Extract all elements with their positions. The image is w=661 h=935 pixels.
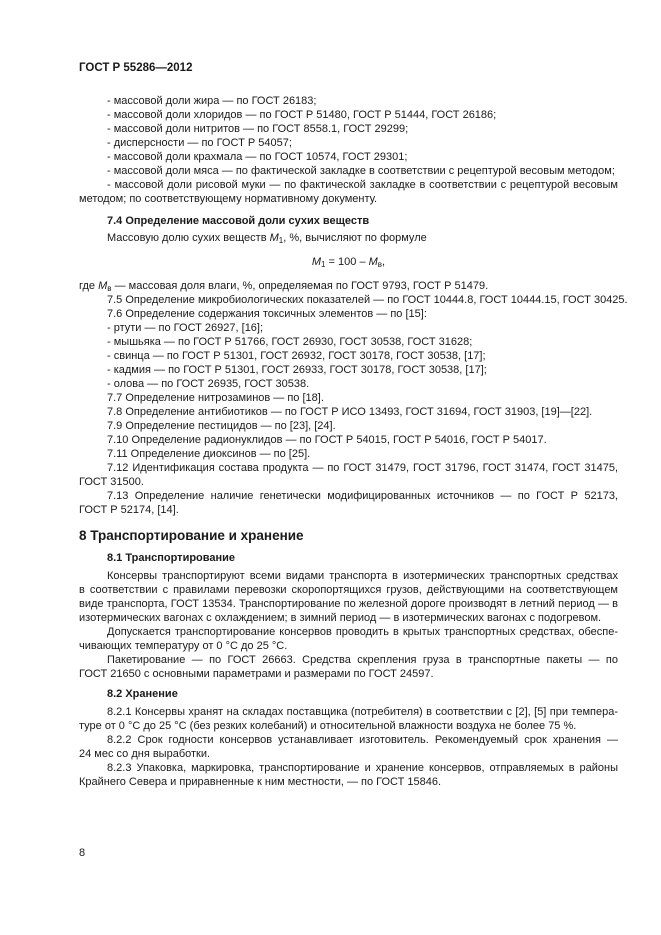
list-item: - массовой доли крахмала — по ГОСТ 10574, ГОСТ 29301;: [107, 151, 408, 163]
document-header: ГОСТ Р 55286—2012: [79, 62, 193, 74]
paragraph-line: виде транспорта, ГОСТ 13534. Транспортирование по железной дороге производят в летний период — в: [79, 598, 618, 610]
paragraph-line: 8.2.2 Срок годности консервов устанавливает изготовитель. Рекомендуемый срок хранения —: [107, 734, 618, 746]
list-item: - массовой доли хлоридов — по ГОСТ Р 51480, ГОСТ Р 51444, ГОСТ 26186;: [107, 109, 497, 121]
paragraph-7-12-cont: ГОСТ 31500.: [79, 476, 144, 488]
list-item: 7.10 Определение радионуклидов — по ГОСТ Р 54015, ГОСТ Р 54016, ГОСТ Р 54017.: [107, 434, 547, 446]
section-7-4-title: 7.4 Определение массовой доли сухих веществ: [107, 215, 370, 227]
paragraph-line: 8.2.1 Консервы хранят на складах поставщика (потребителя) в соответствии с [2], [5] при темпера-: [107, 706, 618, 718]
paragraph-line: ГОСТ 21650 с основными параметрами и размерами по ГОСТ 24597.: [79, 668, 434, 680]
list-item: 7.6 Определение содержания токсичных элементов — по [15]:: [107, 308, 427, 320]
page-number: 8: [79, 847, 86, 859]
formula: $M_1 = 100 - M_в$,: [311, 256, 386, 269]
paragraph-line: 24 мес со дня выработки.: [79, 748, 211, 760]
formula-legend: где $M_в$ — массовая доля влаги, %, определяемая по ГОСТ 9793, ГОСТ Р 51479.: [79, 280, 489, 293]
paragraph-line: Крайнего Севера и приравненные к ним местности, — по ГОСТ 15846.: [79, 776, 442, 788]
paragraph-7-12: 7.12 Идентификация состава продукта — по ГОСТ 31479, ГОСТ 31796, ГОСТ 31474, ГОСТ 31475,: [107, 462, 618, 474]
list-item: 7.9 Определение пестицидов — по [23], [24].: [107, 420, 336, 432]
list-item: - кадмия — по ГОСТ Р 51301, ГОСТ 26933, ГОСТ 30178, ГОСТ 30538, [17];: [107, 364, 487, 376]
list-item: - массовой доли нитритов — по ГОСТ 8558.1, ГОСТ 29299;: [107, 123, 409, 135]
paragraph-line: чивающих температуру от 0 °С до 25 °С.: [79, 640, 288, 652]
paragraph-7-13-cont: ГОСТ Р 52174, [14].: [79, 504, 179, 516]
section-8-1-title: 8.1 Транспортирование: [107, 552, 236, 564]
paragraph-line: туре от 0 °С до 25 °С (без резких колебаний) и относительной влажности воздуха не более 75 %.: [79, 720, 577, 732]
paragraph-line: изотермических вагонах с охлаждением; в зимний период — в изотермических вагонах с подогревом.: [79, 612, 602, 624]
list-item: - мышьяка — по ГОСТ Р 51766, ГОСТ 26930, ГОСТ 30538, ГОСТ 31628;: [107, 336, 473, 348]
list-item: 7.7 Определение нитрозаминов — по [18].: [107, 392, 324, 404]
list-item: - массовой доли мяса — по фактической закладке в соответствии с рецептурой весовым методом;: [107, 165, 615, 177]
paragraph-line: Допускается транспортирование консервов проводить в крытых транспортных средствах, обеспе-: [107, 626, 618, 638]
paragraph-line: 8.2.3 Упаковка, маркировка, транспортирование и хранение консервов, отправляемых в районы: [107, 762, 618, 774]
list-item-continuation: методом; по соответствующему нормативному документу.: [79, 193, 378, 205]
paragraph-7-13: 7.13 Определение наличие генетически модифицированных источников — по ГОСТ Р 52173,: [107, 490, 618, 502]
section-8-2-title: 8.2 Хранение: [107, 688, 178, 700]
list-item: - ртути — по ГОСТ 26927, [16];: [107, 322, 264, 334]
paragraph-line: Пакетирование — по ГОСТ 26663. Средства скрепления груза в транспортные пакеты — по: [107, 654, 618, 666]
list-item: 7.11 Определение диоксинов — по [25].: [107, 448, 311, 460]
list-item: - массовой доли рисовой муки — по фактической закладке в соответствии с рецептурой весовым: [107, 179, 618, 191]
list-item: - массовой доли жира — по ГОСТ 26183;: [107, 95, 317, 107]
paragraph-line: в соответствии с правилами перевозки скоропортящихся грузов, действующими на соответствующем: [79, 584, 618, 596]
list-item: - свинца — по ГОСТ Р 51301, ГОСТ 26932, ГОСТ 30178, ГОСТ 30538, [17];: [107, 350, 486, 362]
list-item: 7.8 Определение антибиотиков — по ГОСТ Р ИСО 13493, ГОСТ 31694, ГОСТ 31903, [19]—[22].: [107, 406, 593, 418]
list-item: - олова — по ГОСТ 26935, ГОСТ 30538.: [107, 378, 310, 390]
dry-matter-text: Массовую долю сухих веществ $M_1$, %, вычисляют по формуле: [107, 232, 427, 245]
paragraph-line: Консервы транспортируют всеми видами транспорта в изотермических транспортных средствах: [107, 570, 618, 582]
list-item: 7.5 Определение микробиологических показателей — по ГОСТ 10444.8, ГОСТ 10444.15, ГОСТ 30425.: [107, 294, 628, 306]
section-8-title: 8 Транспортирование и хранение: [79, 528, 304, 543]
list-item: - дисперсности — по ГОСТ Р 54057;: [107, 137, 292, 149]
